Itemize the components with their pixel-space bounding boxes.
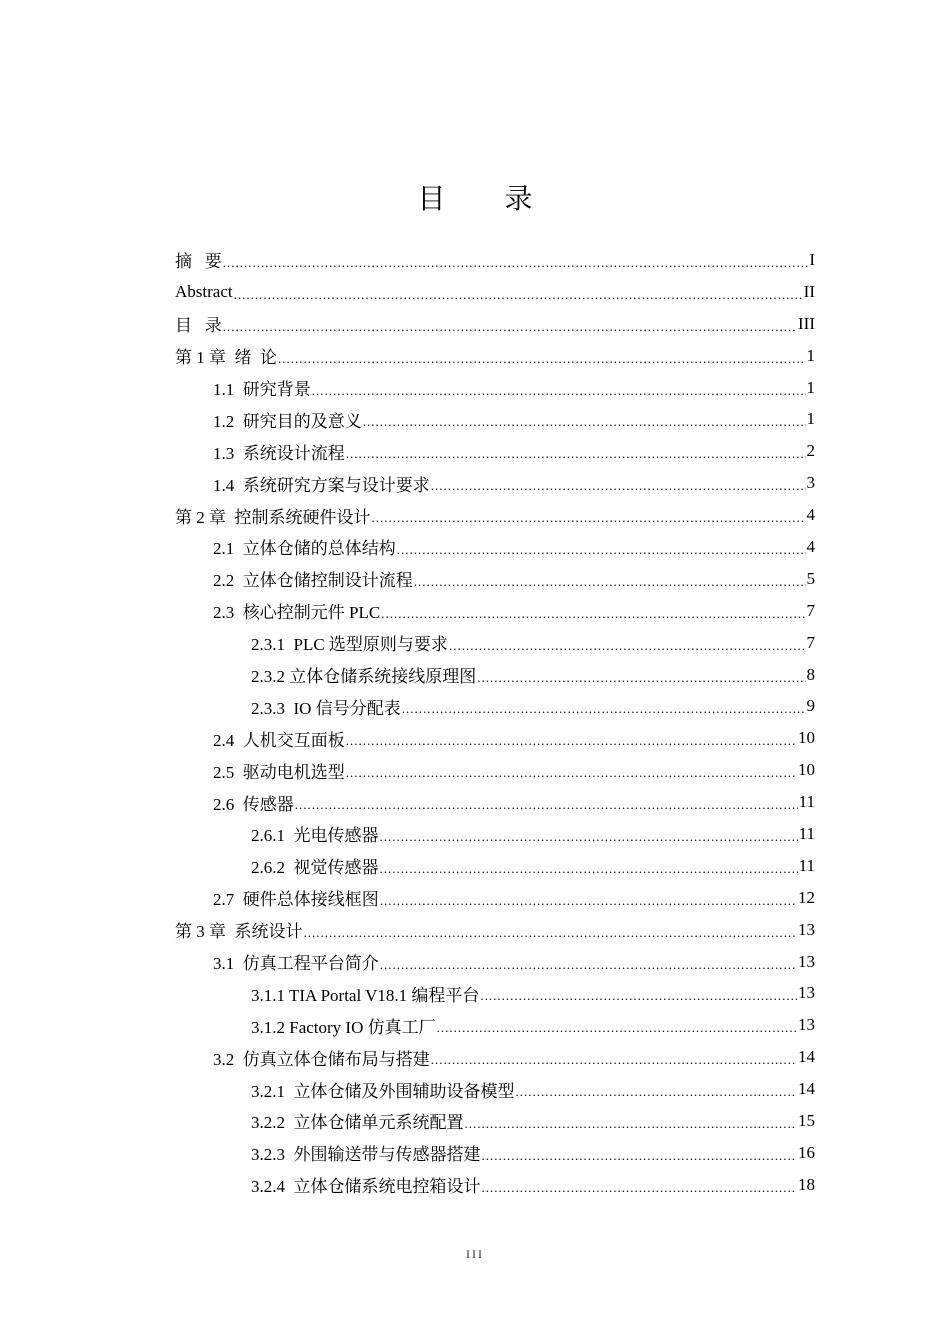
- toc-dot-leader: [346, 440, 806, 462]
- toc-entry-label: 1.3 系统设计流程: [213, 443, 345, 463]
- toc-entry[interactable]: [175, 977, 815, 1009]
- toc-dot-leader: [380, 887, 797, 909]
- toc-entry-page-number: 3: [806, 473, 815, 493]
- toc-dot-leader: [516, 1078, 798, 1100]
- toc-entry[interactable]: [175, 818, 815, 850]
- toc-dot-leader: [465, 1110, 798, 1132]
- toc-entry[interactable]: [175, 786, 815, 818]
- toc-entry-page-number: 13: [798, 983, 815, 1003]
- toc-entry[interactable]: [175, 1073, 815, 1105]
- toc-entry-label: Abstract: [175, 281, 233, 301]
- toc-entry[interactable]: [175, 308, 815, 340]
- toc-entry-page-number: 8: [806, 664, 815, 684]
- toc-entry[interactable]: [175, 1041, 815, 1073]
- toc-dot-leader: [363, 408, 806, 430]
- toc-entry[interactable]: [175, 946, 815, 978]
- toc-entry-page-number: 5: [806, 568, 815, 588]
- toc-dot-leader: [372, 504, 806, 526]
- toc-entry-label: 1.2 研究目的及意义: [213, 411, 362, 431]
- toc-entry-label: 2.5 驱动电机选型: [213, 762, 345, 782]
- toc-dot-leader: [223, 249, 809, 271]
- toc-entry-page-number: 11: [798, 855, 815, 875]
- toc-dot-leader: [234, 281, 803, 303]
- toc-entry-page-number: III: [798, 313, 815, 333]
- toc-entry[interactable]: [175, 659, 815, 691]
- toc-entry-label: 3.2.4 立体仓储系统电控箱设计: [251, 1177, 481, 1197]
- toc-entry-label: 2.6 传感器: [213, 794, 294, 814]
- toc-entry-page-number: 15: [798, 1110, 815, 1130]
- toc-entry-label: 2.6.1 光电传感器: [251, 826, 379, 846]
- toc-entry-page-number: II: [803, 281, 815, 301]
- toc-entry[interactable]: [175, 403, 815, 435]
- toc-dot-leader: [380, 823, 798, 845]
- toc-entry-label: 第 3 章 系统设计: [175, 922, 303, 942]
- toc-dot-leader: [480, 982, 797, 1004]
- toc-entry[interactable]: [175, 244, 815, 276]
- toc-entry[interactable]: [175, 499, 815, 531]
- toc-dot-leader: [304, 919, 798, 941]
- toc-entry-page-number: 2: [806, 441, 815, 461]
- toc-entry-label: 2.7 硬件总体接线框图: [213, 890, 379, 910]
- toc-dot-leader: [431, 1046, 797, 1068]
- toc-entry-label: 1.4 系统研究方案与设计要求: [213, 475, 430, 495]
- toc-entry-label: 2.4 人机交互面板: [213, 730, 345, 750]
- toc-entry-label: 2.3 核心控制元件 PLC: [213, 603, 381, 623]
- toc-entry-page-number: 9: [806, 696, 815, 716]
- toc-entry-label: 2.3.2 立体仓储系统接线原理图: [251, 667, 477, 687]
- toc-entry[interactable]: [175, 914, 815, 946]
- toc-entry-label: 摘 要: [175, 252, 222, 272]
- toc-entry-label: 目 录: [175, 316, 222, 336]
- toc-entry[interactable]: [175, 1105, 815, 1137]
- toc-dot-leader: [312, 377, 806, 399]
- toc-entry-page-number: 4: [806, 536, 815, 556]
- toc-entry[interactable]: [175, 754, 815, 786]
- toc-dot-leader: [223, 313, 797, 335]
- toc-entry-page-number: 14: [798, 1047, 815, 1067]
- toc-entry-label: 第 2 章 控制系统硬件设计: [175, 507, 371, 527]
- toc-dot-leader: [346, 727, 797, 749]
- toc-dot-leader: [431, 472, 806, 494]
- toc-entry-page-number: 18: [798, 1174, 815, 1194]
- toc-dot-leader: [414, 568, 806, 590]
- toc-entry[interactable]: [175, 435, 815, 467]
- toc-dot-leader: [278, 345, 806, 367]
- toc-entry[interactable]: [175, 1137, 815, 1169]
- toc-dot-leader: [380, 855, 798, 877]
- toc-entry[interactable]: [175, 531, 815, 563]
- toc-entry-label: 3.1 仿真工程平台简介: [213, 954, 379, 974]
- toc-entry-page-number: 10: [798, 760, 815, 780]
- page-number: III: [466, 1247, 484, 1261]
- toc-entry[interactable]: [175, 627, 815, 659]
- toc-entry-label: 3.2 仿真立体仓储布局与搭建: [213, 1049, 430, 1069]
- toc-entry-page-number: 11: [798, 792, 815, 812]
- toc-entry-page-number: 11: [798, 823, 815, 843]
- toc-entry-page-number: 13: [798, 1015, 815, 1035]
- toc-entry-label: 2.6.2 视觉传感器: [251, 858, 379, 878]
- toc-entry[interactable]: [175, 722, 815, 754]
- table-of-contents: [175, 244, 815, 1201]
- toc-entry-label: 2.3.3 IO 信号分配表: [251, 698, 401, 718]
- toc-dot-leader: [449, 632, 806, 654]
- page-title: 目 录: [417, 184, 559, 215]
- toc-dot-leader: [295, 791, 798, 813]
- toc-dot-leader: [482, 1142, 798, 1164]
- toc-entry[interactable]: [175, 1169, 815, 1201]
- toc-entry[interactable]: [175, 690, 815, 722]
- toc-entry-label: 3.2.1 立体仓储及外围辅助设备模型: [251, 1081, 515, 1101]
- toc-entry-page-number: 14: [798, 1079, 815, 1099]
- toc-entry-page-number: 1: [806, 409, 815, 429]
- toc-dot-leader: [482, 1174, 798, 1196]
- toc-entry-page-number: 13: [798, 919, 815, 939]
- toc-dot-leader: [477, 664, 805, 686]
- toc-entry-page-number: 7: [806, 632, 815, 652]
- toc-dot-leader: [402, 695, 806, 717]
- toc-entry-page-number: 12: [798, 887, 815, 907]
- toc-entry[interactable]: [175, 276, 815, 308]
- toc-entry[interactable]: [175, 563, 815, 595]
- toc-entry-label: 3.1.2 Factory IO 仿真工厂: [251, 1017, 436, 1037]
- toc-entry-page-number: 13: [798, 951, 815, 971]
- toc-entry[interactable]: [175, 882, 815, 914]
- toc-dot-leader: [381, 600, 805, 622]
- toc-entry[interactable]: [175, 372, 815, 404]
- toc-entry-label: 3.1.1 TIA Portal V18.1 编程平台: [251, 985, 480, 1005]
- toc-entry-page-number: I: [809, 249, 815, 269]
- toc-entry-page-number: 16: [798, 1142, 815, 1162]
- toc-entry-page-number: 7: [806, 600, 815, 620]
- toc-dot-leader: [397, 536, 806, 558]
- toc-entry-label: 3.2.2 立体仓储单元系统配置: [251, 1113, 464, 1133]
- toc-entry-label: 1.1 研究背景: [213, 380, 311, 399]
- toc-entry-label: 2.1 立体仓储的总体结构: [213, 539, 396, 559]
- toc-entry[interactable]: [175, 340, 815, 372]
- toc-entry[interactable]: [175, 467, 815, 499]
- toc-entry-label: 3.2.3 外围输送带与传感器搭建: [251, 1145, 481, 1165]
- toc-dot-leader: [437, 1014, 797, 1036]
- toc-dot-leader: [380, 951, 797, 973]
- toc-entry-label: 2.3.1 PLC 选型原则与要求: [251, 635, 448, 655]
- toc-entry-page-number: 4: [806, 505, 815, 525]
- toc-dot-leader: [346, 759, 797, 781]
- toc-entry-label: 2.2 立体仓储控制设计流程: [213, 571, 413, 591]
- toc-entry-page-number: 1: [806, 345, 815, 365]
- toc-entry[interactable]: [175, 595, 815, 627]
- toc-entry-page-number: 1: [806, 377, 815, 397]
- toc-entry[interactable]: [175, 850, 815, 882]
- toc-entry[interactable]: [175, 1009, 815, 1041]
- toc-entry-label: 第 1 章 绪 论: [175, 348, 277, 368]
- toc-entry-page-number: 10: [798, 728, 815, 748]
